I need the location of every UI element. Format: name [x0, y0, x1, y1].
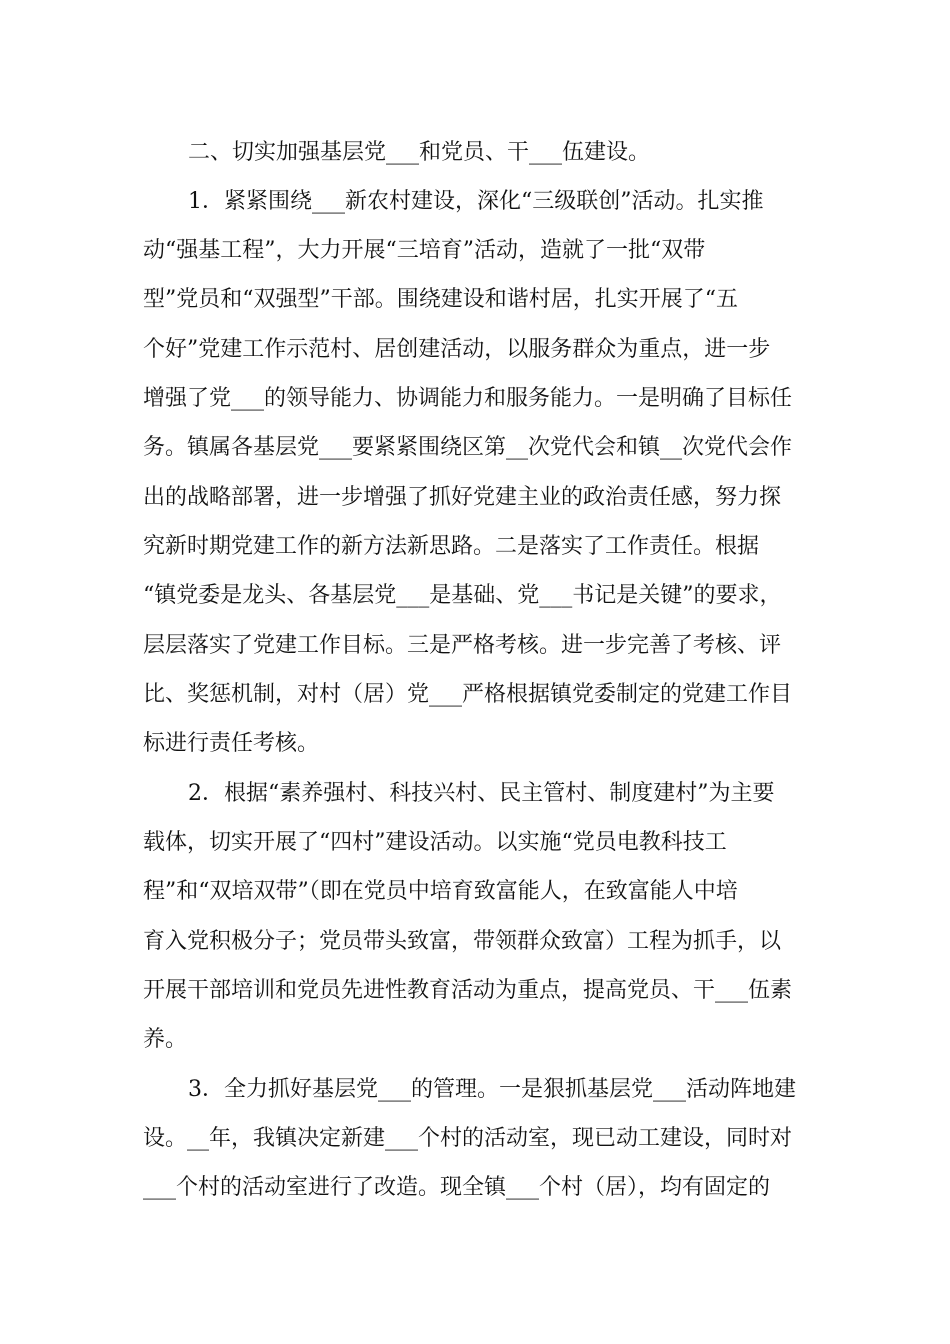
text-line: 比、奖惩机制，对村（居）党___严格根据镇党委制定的党建工作目	[143, 682, 793, 707]
text-line: 型”党员和“双强型”干部。围绕建设和谐村居，扎实开展了“五	[143, 287, 738, 312]
text-line: 2．根据“素养强村、科技兴村、民主管村、制度建村”为主要	[188, 781, 775, 806]
text-line: 育入党积极分子；党员带头致富，带领群众致富）工程为抓手，以	[143, 929, 782, 954]
text-line: 设。__年，我镇决定新建___个村的活动室，现已动工建设，同时对	[143, 1126, 793, 1151]
text-line: 务。镇属各基层党___要紧紧围绕区第__次党代会和镇__次党代会作	[143, 435, 793, 460]
text-line: ___个村的活动室进行了改造。现全镇___个村（居），均有固定的	[143, 1175, 771, 1200]
text-line: 开展干部培训和党员先进性教育活动为重点，提高党员、干___伍素	[143, 978, 793, 1003]
text-line: 二、切实加强基层党___和党员、干___伍建设。	[188, 140, 651, 165]
text-line: 动“强基工程”，大力开展“三培育”活动，造就了一批“双带	[143, 238, 706, 263]
text-line: 出的战略部署，进一步增强了抓好党建主业的政治责任感，努力探	[143, 485, 782, 510]
text-line: 究新时期党建工作的新方法新思路。二是落实了工作责任。根据	[143, 534, 760, 559]
text-line: 1．紧紧围绕___新农村建设，深化“三级联创”活动。扎实推	[188, 189, 764, 214]
text-line: 载体，切实开展了“四村”建设活动。以实施“党员电教科技工	[143, 830, 727, 855]
text-line: 3．全力抓好基层党___的管理。一是狠抓基层党___活动阵地建	[188, 1077, 796, 1102]
text-line: 标进行责任考核。	[143, 731, 320, 756]
text-line: 养。	[143, 1027, 188, 1052]
text-line: 个好”党建工作示范村、居创建活动，以服务群众为重点，进一步	[143, 337, 771, 362]
text-line: “镇党委是龙头、各基层党___是基础、党___书记是关键”的要求，	[143, 583, 782, 608]
text-line: 程”和“双培双带”（即在党员中培育致富能人，在致富能人中培	[143, 879, 738, 904]
text-line: 增强了党___的领导能力、协调能力和服务能力。一是明确了目标任	[143, 386, 793, 411]
text-line: 层层落实了党建工作目标。三是严格考核。进一步完善了考核、评	[143, 633, 782, 658]
